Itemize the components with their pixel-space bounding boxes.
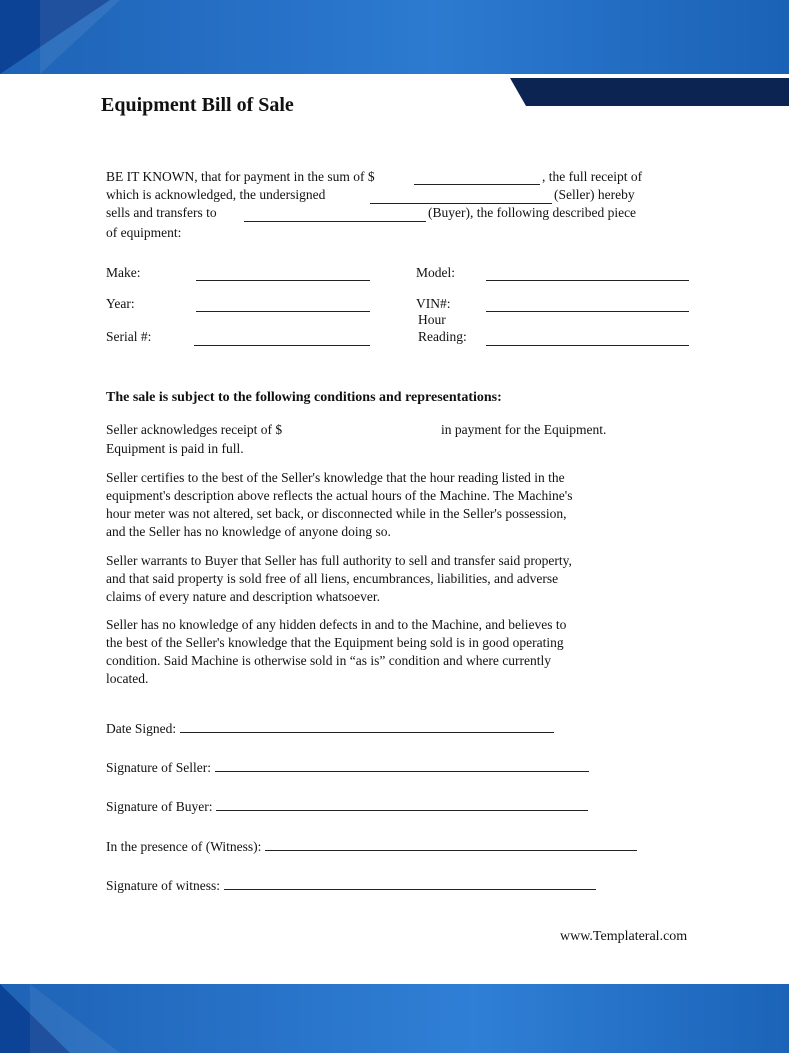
serial-line[interactable] xyxy=(194,345,370,346)
reading-label: Reading: xyxy=(418,329,467,344)
hour-label: Hour xyxy=(418,312,446,327)
header-ribbon xyxy=(510,78,789,106)
page-title: Equipment Bill of Sale xyxy=(101,94,294,116)
model-line[interactable] xyxy=(486,280,689,281)
paragraph-defects-line: located. xyxy=(106,671,149,686)
date-signed-label: Date Signed: xyxy=(106,721,177,736)
header-band xyxy=(0,0,789,74)
paragraph-hours-line: equipment's description above reflects the actual hours of the Machine. The Machine's xyxy=(106,488,573,503)
conditions-heading: The sale is subject to the following conditions and representations: xyxy=(106,390,502,405)
paragraph-hours-line: Seller certifies to the best of the Seller's knowledge that the hour reading listed in the xyxy=(106,470,565,485)
model-label: Model: xyxy=(416,265,455,280)
buyer-name-line[interactable] xyxy=(244,221,426,222)
year-label: Year: xyxy=(106,296,135,311)
payment-text-3: Equipment is paid in full. xyxy=(106,441,244,456)
date-signed-row xyxy=(106,720,554,737)
paragraph-warrants-line: and that said property is sold free of all liens, encumbrances, liabilities, and adverse xyxy=(106,571,559,586)
intro-text-7: of equipment: xyxy=(106,225,182,240)
footer-band xyxy=(0,984,789,1053)
witness-presence-line[interactable] xyxy=(265,838,637,851)
paragraph-defects xyxy=(106,616,666,688)
vin-line[interactable] xyxy=(486,311,689,312)
seller-signature-label: Signature of Seller: xyxy=(106,760,211,775)
paragraph-defects-line: condition. Said Machine is otherwise sold in “as is” condition and where currently xyxy=(106,653,552,668)
payment-text-2: in payment for the Equipment. xyxy=(441,422,607,437)
header-band-accent-light xyxy=(40,0,120,74)
paragraph-hours-line: hour meter was not altered, set back, or disconnected while in the Seller's possession, xyxy=(106,506,567,521)
paragraph-defects-line: Seller has no knowledge of any hidden defects in and to the Machine, and believes to xyxy=(106,617,567,632)
witness-signature-label: Signature of witness: xyxy=(106,878,220,893)
hour-reading-line[interactable] xyxy=(486,345,689,346)
date-signed-line[interactable] xyxy=(180,720,554,733)
vin-label: VIN#: xyxy=(416,296,451,311)
paragraph-hours-line: and the Seller has no knowledge of anyone doing so. xyxy=(106,524,391,539)
seller-signature-row xyxy=(106,759,589,776)
year-line[interactable] xyxy=(196,311,370,312)
buyer-signature-line[interactable] xyxy=(216,798,588,811)
intro-text-3: which is acknowledged, the undersigned xyxy=(106,187,326,202)
witness-presence-row xyxy=(106,838,637,855)
witness-signature-row xyxy=(106,877,596,894)
paragraph-warrants xyxy=(106,552,666,606)
seller-signature-line[interactable] xyxy=(215,759,589,772)
intro-text-6: (Buyer), the following described piece xyxy=(428,205,637,220)
intro-text-2: , the full receipt of xyxy=(542,169,643,184)
intro-text-1: BE IT KNOWN, that for payment in the sum of $ xyxy=(106,169,375,184)
make-line[interactable] xyxy=(196,280,370,281)
website-link[interactable]: www.Templateral.com xyxy=(560,929,688,944)
buyer-signature-label: Signature of Buyer: xyxy=(106,799,213,814)
witness-signature-line[interactable] xyxy=(224,877,596,890)
intro-text-4: (Seller) hereby xyxy=(554,187,635,202)
paragraph-hours xyxy=(106,469,666,541)
paragraph-defects-line: the best of the Seller's knowledge that the Equipment being sold is in good operating xyxy=(106,635,564,650)
payment-amount-line[interactable] xyxy=(414,184,540,185)
paragraph-warrants-line: Seller warrants to Buyer that Seller has full authority to sell and transfer said property, xyxy=(106,553,572,568)
intro-text-5: sells and transfers to xyxy=(106,205,217,220)
footer-band-accent-light xyxy=(30,984,120,1053)
make-label: Make: xyxy=(106,265,141,280)
buyer-signature-row xyxy=(106,798,588,815)
paragraph-warrants-line: claims of every nature and description whatsoever. xyxy=(106,589,381,604)
serial-label: Serial #: xyxy=(106,329,152,344)
payment-text-1: Seller acknowledges receipt of $ xyxy=(106,422,283,437)
witness-presence-label: In the presence of (Witness): xyxy=(106,839,262,854)
